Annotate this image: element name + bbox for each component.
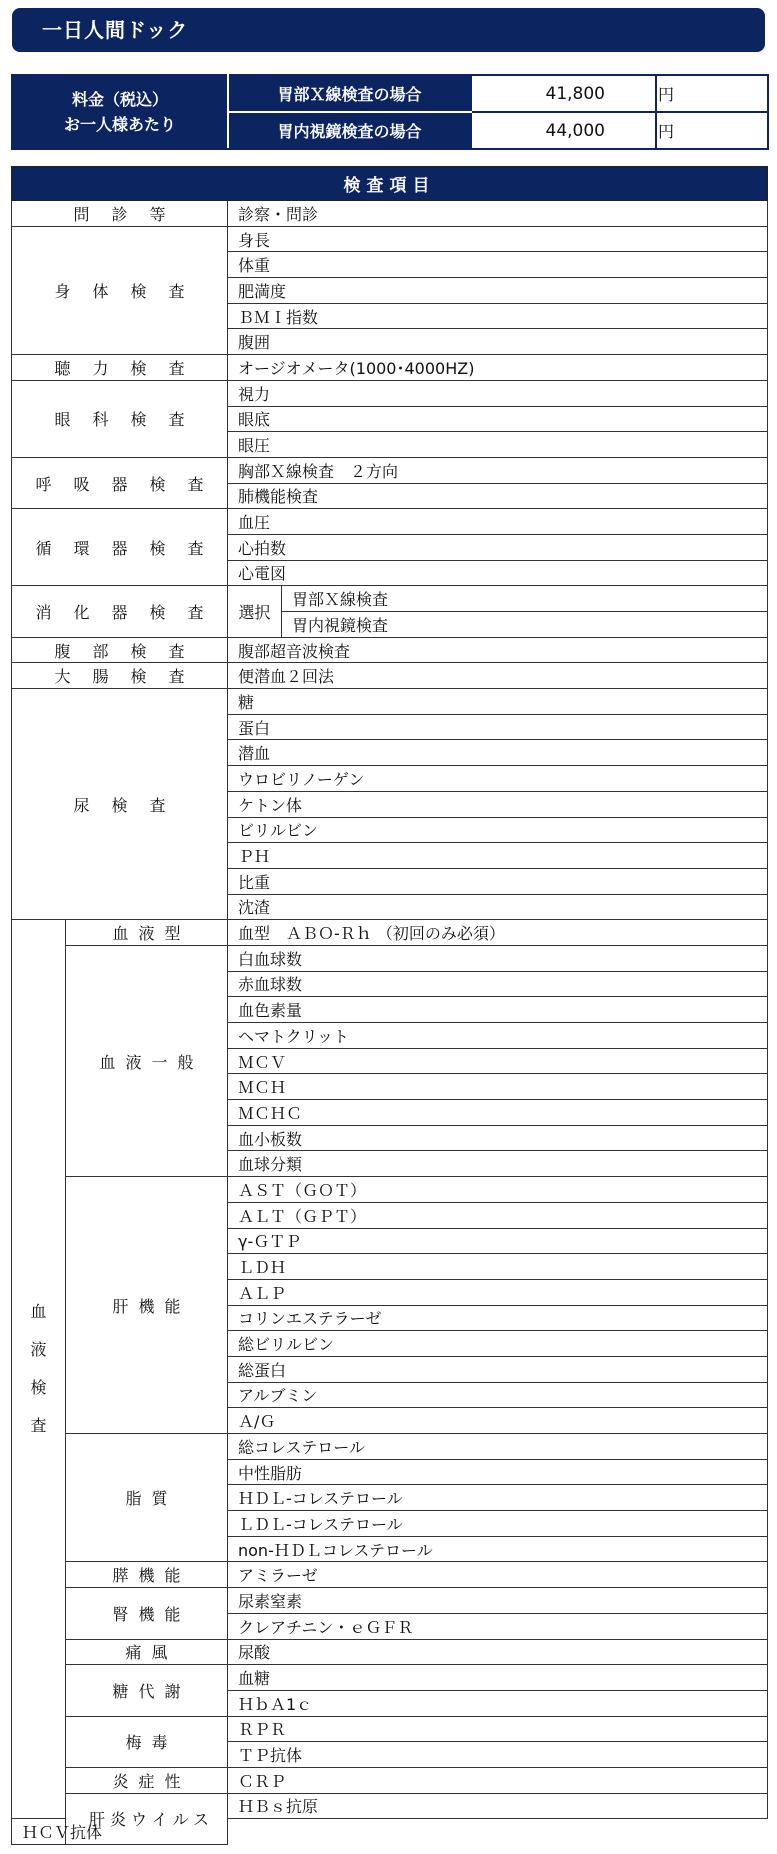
price-unit: 円	[656, 75, 768, 112]
table-row	[12, 380, 768, 406]
category-shokaki: 消化器検査	[12, 586, 228, 637]
exam-item: 肺機能検査	[228, 483, 768, 509]
category-ketsueki	[12, 920, 66, 1819]
exam-item: ＡＬＰ	[228, 1279, 768, 1305]
subcategory-toshu: 糖代謝	[66, 1665, 228, 1716]
exam-item: 白血球数	[228, 945, 768, 971]
exam-item: 腹囲	[228, 329, 768, 355]
exam-items-table	[11, 166, 768, 1845]
exam-item: ＭＣＨ	[228, 1074, 768, 1100]
exam-item: 血型 ＡＢＯ-Ｒｈ （初回のみ必須）	[228, 920, 768, 946]
exam-item: 総ビリルビン	[228, 1331, 768, 1357]
category-ganka: 眼科検査	[12, 380, 228, 457]
category-fukubu: 腹部検査	[12, 637, 228, 663]
table-row	[12, 226, 768, 252]
table-row	[12, 1716, 768, 1742]
price-amount-endoscopy: 44,000	[471, 112, 656, 149]
exam-item: 体重	[228, 252, 768, 278]
exam-item: ヘマトクリット	[228, 1023, 768, 1049]
table-row	[12, 355, 768, 381]
exam-item: 総蛋白	[228, 1356, 768, 1382]
table-row	[12, 509, 768, 535]
exam-item: ＡＬＴ（ＧＰＴ）	[228, 1202, 768, 1228]
exam-item: 眼圧	[228, 432, 768, 458]
subcategory-baidoku: 梅毒	[66, 1716, 228, 1767]
exam-item: ＬＤＬ-コレステロール	[228, 1511, 768, 1537]
price-unit: 円	[656, 112, 768, 149]
category-ketsueki-char: 査	[30, 1416, 47, 1436]
subcategory-sui: 膵機能	[66, 1562, 228, 1588]
exam-item: ＭＣＨＣ	[228, 1100, 768, 1126]
exam-item: ＲＰＲ	[228, 1716, 768, 1742]
exam-item: ＬＤＨ	[228, 1254, 768, 1280]
exam-item: ＰＨ	[228, 843, 768, 869]
price-case-endoscopy: 胃内視鏡検査の場合	[228, 112, 471, 149]
page-title: 一日人間ドック	[12, 8, 765, 52]
exam-item: ＨＣＶ抗体	[12, 1819, 228, 1845]
table-row	[12, 1588, 768, 1614]
exam-item: ウロビリノーゲン	[228, 766, 768, 792]
table-row	[12, 1177, 768, 1203]
exam-item: 眼底	[228, 406, 768, 432]
price-label-line1: 料金（税込）	[71, 90, 168, 109]
category-kokyuki: 呼吸器検査	[12, 457, 228, 508]
category-monshin: 問診等	[12, 201, 228, 227]
exam-item: 視力	[228, 380, 768, 406]
category-choryoku: 聴力検査	[12, 355, 228, 381]
table-row	[12, 637, 768, 663]
exam-item: 総コレステロール	[228, 1434, 768, 1460]
exam-item: 尿酸	[228, 1639, 768, 1665]
subcategory-kanen: 肝炎ウイルス	[66, 1793, 228, 1844]
table-row	[12, 1639, 768, 1665]
exam-item: 胸部Ｘ線検査 ２方向	[228, 457, 768, 483]
subcategory-kanki: 肝機能	[66, 1177, 228, 1434]
exam-item: non-ＨＤＬコレステロール	[228, 1536, 768, 1562]
table-row	[12, 1665, 768, 1691]
exam-item: 便潜血２回法	[228, 663, 768, 689]
exam-item: 潜血	[228, 740, 768, 766]
exam-item: コリンエステラーゼ	[228, 1305, 768, 1331]
table-row	[12, 586, 768, 612]
exam-item: ＴＰ抗体	[228, 1742, 768, 1768]
subcategory-shishitsu: 脂質	[66, 1434, 228, 1562]
table-row	[12, 689, 768, 715]
exam-item: 血小板数	[228, 1125, 768, 1151]
price-label	[12, 75, 228, 149]
exam-item: オージオメータ(1000･4000HZ)	[228, 355, 768, 381]
select-label: 選択	[228, 586, 282, 637]
price-label-line2: お一人様あたり	[63, 115, 176, 134]
exam-item: 胃部Ｘ線検査	[282, 586, 768, 612]
exam-item: ＢＭＩ指数	[228, 303, 768, 329]
exam-item: 診察・問診	[228, 201, 768, 227]
exam-item: ビリルビン	[228, 817, 768, 843]
category-ketsueki-char: 液	[30, 1340, 47, 1360]
table-row	[12, 457, 768, 483]
exam-item: Ａ/Ｇ	[228, 1408, 768, 1434]
category-ketsueki-char: 血	[30, 1302, 47, 1322]
exam-item: 沈渣	[228, 894, 768, 920]
exam-item: 腹部超音波検査	[228, 637, 768, 663]
table-row	[12, 1434, 768, 1460]
exam-item: 血色素量	[228, 997, 768, 1023]
exam-item: ケトン体	[228, 791, 768, 817]
exam-item: ＨｂＡ1ｃ	[228, 1690, 768, 1716]
exam-items-header: 検査項目	[12, 167, 768, 201]
category-nyo: 尿検査	[12, 689, 228, 920]
exam-item: 比重	[228, 868, 768, 894]
exam-item: 心電図	[228, 560, 768, 586]
table-row	[12, 201, 768, 227]
price-amount-xray: 41,800	[471, 75, 656, 112]
table-row	[12, 1767, 768, 1793]
category-daicho: 大腸検査	[12, 663, 228, 689]
exam-item: 胃内視鏡検査	[282, 612, 768, 638]
category-junkanki: 循環器検査	[12, 509, 228, 586]
subcategory-tsufu: 痛風	[66, 1639, 228, 1665]
exam-item: 血圧	[228, 509, 768, 535]
exam-item: ＨＤＬ-コレステロール	[228, 1485, 768, 1511]
exam-item: 身長	[228, 226, 768, 252]
exam-item: ＡＳＴ（ＧＯＴ）	[228, 1177, 768, 1203]
table-row	[12, 663, 768, 689]
category-shintai: 身体検査	[12, 226, 228, 354]
table-row	[12, 1793, 768, 1819]
table-row	[12, 1562, 768, 1588]
exam-item: 中性脂肪	[228, 1459, 768, 1485]
exam-item: ＭＣＶ	[228, 1048, 768, 1074]
table-row	[12, 920, 768, 946]
table-row	[12, 945, 768, 971]
subcategory-ensho: 炎症性	[66, 1767, 228, 1793]
price-case-xray: 胃部Ｘ線検査の場合	[228, 75, 471, 112]
exam-item: 赤血球数	[228, 971, 768, 997]
exam-item: クレアチニン・ｅＧＦＲ	[228, 1613, 768, 1639]
exam-item: アルブミン	[228, 1382, 768, 1408]
exam-item: 肥満度	[228, 278, 768, 304]
exam-item: 糖	[228, 689, 768, 715]
price-row	[12, 75, 768, 112]
exam-item: 心拍数	[228, 534, 768, 560]
subcategory-jin: 腎機能	[66, 1588, 228, 1639]
exam-item: アミラーゼ	[228, 1562, 768, 1588]
exam-item: 血球分類	[228, 1151, 768, 1177]
exam-item: ＨＢｓ抗原	[228, 1793, 768, 1819]
price-table	[11, 74, 769, 150]
exam-item: ＣＲＰ	[228, 1767, 768, 1793]
exam-item: 尿素窒素	[228, 1588, 768, 1614]
exam-item: 蛋白	[228, 714, 768, 740]
category-ketsueki-char: 検	[30, 1378, 47, 1398]
subcategory-ippan: 血液一般	[66, 945, 228, 1176]
exam-item: 血糖	[228, 1665, 768, 1691]
subcategory-ketsuekigata: 血液型	[66, 920, 228, 946]
exam-item: γ-ＧＴＰ	[228, 1228, 768, 1254]
